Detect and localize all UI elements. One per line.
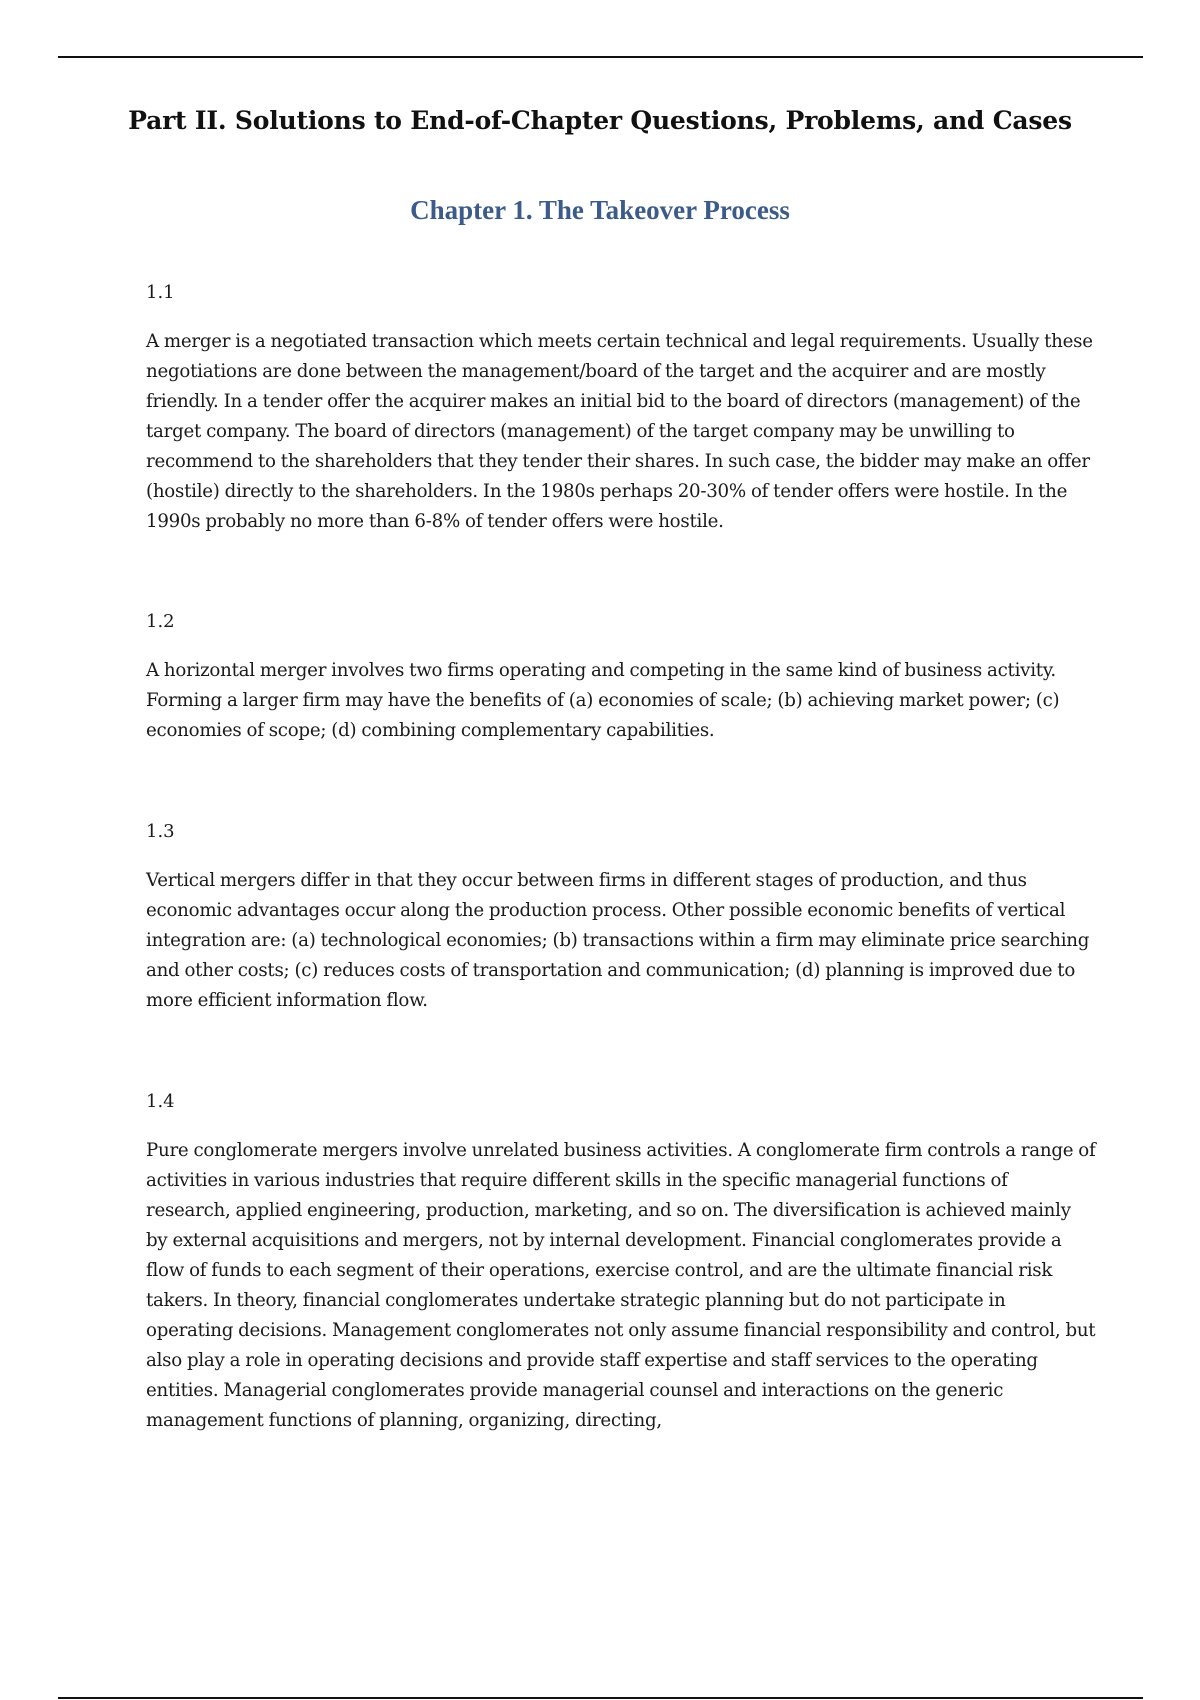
- section-1-2: [146, 611, 1096, 746]
- section-number: 1.1: [146, 282, 175, 303]
- section-1-4: [146, 1091, 1096, 1436]
- section-1-1: [146, 282, 1096, 537]
- section-number: 1.4: [146, 1091, 175, 1112]
- bottom-rule: [58, 1697, 1143, 1699]
- chapter-title: Chapter 1. The Takeover Process: [410, 195, 790, 225]
- section-text: Pure conglomerate mergers involve unrelated business activities. A conglomerate firm controls a range of activities in various industries that require different skills in the specific managerial functions of research, applied engineering, production, marketing, and so on. The diversification is achieved mainly by external acquisitions and mergers, not by internal development. Financial conglomerates provide a flow of funds to each segment of their operations, exercise control, and are the ultimate financial risk takers. In theory, financial conglomerates undertake strategic planning but do not participate in operating decisions. Management conglomerates not only assume financial responsibility and control, but also play a role in operating decisions and provide staff expertise and staff services to the operating entities. Managerial conglomerates provide managerial counsel and interactions on the generic management functions of planning, organizing, directing,: [146, 1140, 1096, 1431]
- section-number: 1.2: [146, 611, 175, 632]
- section-1-3: [146, 821, 1096, 1016]
- section-text: A horizontal merger involves two firms operating and competing in the same kind of business activity. Forming a larger firm may have the benefits of (a) economies of scale; (b) achieving market power; (c) economies of scope; (d) combining complementary capabilities.: [146, 660, 1060, 741]
- section-number: 1.3: [146, 821, 175, 842]
- top-rule: [58, 56, 1143, 58]
- part-title: Part II. Solutions to End-of-Chapter Questions, Problems, and Cases: [128, 106, 1072, 135]
- section-text: Vertical mergers differ in that they occur between firms in different stages of production, and thus economic advantages occur along the production process. Other possible economic benefits of vertical integration are: (a) technological economies; (b) transactions within a firm may eliminate price searching and other costs; (c) reduces costs of transportation and communication; (d) planning is improved due to more efficient information flow.: [146, 870, 1090, 1011]
- section-text: A merger is a negotiated transaction which meets certain technical and legal requirements. Usually these negotiations are done between the management/board of the target and the acquirer and are mostly friendly. In a tender offer the acquirer makes an initial bid to the board of directors (management) of the target company. The board of directors (management) of the target company may be unwilling to recommend to the shareholders that they tender their shares. In such case, the bidder may make an offer (hostile) directly to the shareholders. In the 1980s perhaps 20-30% of tender offers were hostile. In the 1990s probably no more than 6-8% of tender offers were hostile.: [146, 331, 1093, 532]
